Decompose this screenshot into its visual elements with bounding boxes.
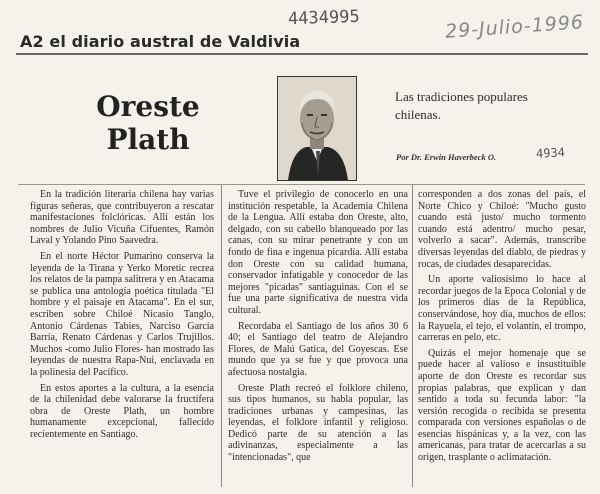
paragraph: Oreste Plath recreó el folklore chileno, sus tipos humanos, su habla popular, las tradiciones urbanas y campesinas, las leyendas, el folklore infantil y religioso. Dedicó parte de su atención a las adivinanzas, especialmente a las "intencionadas", que (228, 382, 408, 464)
paragraph: Quizás el mejor homenaje que se puede hacer al valioso e insustituible aporte de don Oreste es recordar sus propias palabras, que explican y dan sentido a toda su fecunda labor: "la versión recogida o recibida se presenta comparada con versiones españolas o de esencias hispánicas y, a la vez, con las americanas, para tratar de acercarlas a su origen, trasplante o aclimatación. (418, 347, 586, 464)
paragraph: En la tradición literaria chilena hay varias figuras señeras, que contribuyeron a rescatar manifestaciones folclóricas. Allí están los nombres de Julio Vicuña Cifuentes, Ramón Laval y Yolando Pino Saavedra. (30, 189, 214, 247)
column-divider-1 (221, 185, 222, 487)
title-line-1: Oreste (96, 90, 200, 123)
handwritten-byline-mark: 4934 (535, 145, 566, 161)
article-title (62, 90, 234, 156)
paragraph: Recordaba el Santiago de los años 30 6 40; el Santiago del teatro de Alejandro Flores, de Malú Gatica, del Goyescas. Ese mundo que ya se fue y que provoca una afectuosa nostalgia. (228, 320, 408, 378)
handwritten-date: 29-Julio-1996 (444, 11, 585, 43)
header-rule (18, 184, 585, 185)
article-column-1 (30, 189, 214, 444)
masthead-rule (16, 53, 588, 55)
masthead: A2 el diario austral de Valdivia (20, 32, 301, 51)
byline: Por Dr. Erwin Haverbeck O. (396, 152, 497, 162)
paragraph: En estos aportes a la cultura, a la esencia de la chilenidad debe valorarse la fructífera obra de Oreste Plath, un hombre humanamente excepcional, fallecido recientemente en Santiago. (30, 382, 214, 440)
portrait-image (278, 77, 356, 180)
paragraph: Un aporte valiosísimo lo hace al recordar juegos de la Epoca Colonial y de los primeros días de la República, conservándose, hoy día, muchos de ellos: la Rayuela, el tejo, el volantín, el trompo, carreras en pelo, etc. (418, 274, 586, 344)
column-divider-2 (412, 185, 413, 487)
paragraph: corresponden a dos zonas del país, el Norte Chico y Chiloé: "Mucho gusto cuando está justo/ mucho tormento cuando está adentro/ mucho pesar, volverlo a sacar". Además, transcribe diversas leyendas del diablo, de piedras y rocas, de ciudades desaparecidas. (418, 189, 586, 270)
article-column-3 (418, 189, 586, 468)
author-portrait-photo (277, 76, 357, 181)
article-column-2 (228, 189, 408, 468)
title-line-2: Plath (106, 123, 190, 156)
paragraph: Tuve el privilegio de conocerlo en una institución respetable, la Academia Chilena de la Lengua. Allí estaba don Oreste, alto, delgado, con su cabello blanqueado por las canas, con su mirar penetrante y con un fondo de fina e ingenua picardía. Allí estaba don Oreste con su calidad humana, conservador infatigable y conocedor de las mejores "picadas" santiaguinas. Con el se fue una parte significativa de nuestra vida cultural. (228, 189, 408, 316)
handwritten-reference-number: 4434995 (287, 6, 360, 30)
paragraph: En el norte Héctor Pumarino conserva la leyenda de la Tirana y Yerko Moretic recrea los relatos de la pampa salitrera y en Atacama se publica una antología poética titulada "El hombre y el paisaje en Atacama". En el sur, escriben sobre Chiloé Nicasio Tanglo, Antonio Cárdenas Tabies, Narciso García Barría, Renato Cárdenas y Carlos Trujillos. Muchos -como Julio Flores- han mostrado las leyendas de nuestra Rapa-Nui, enclavada en la polinesia del Pacífico. (30, 250, 214, 378)
article-subtitle: Las tradiciones populares chilenas. (395, 89, 528, 122)
